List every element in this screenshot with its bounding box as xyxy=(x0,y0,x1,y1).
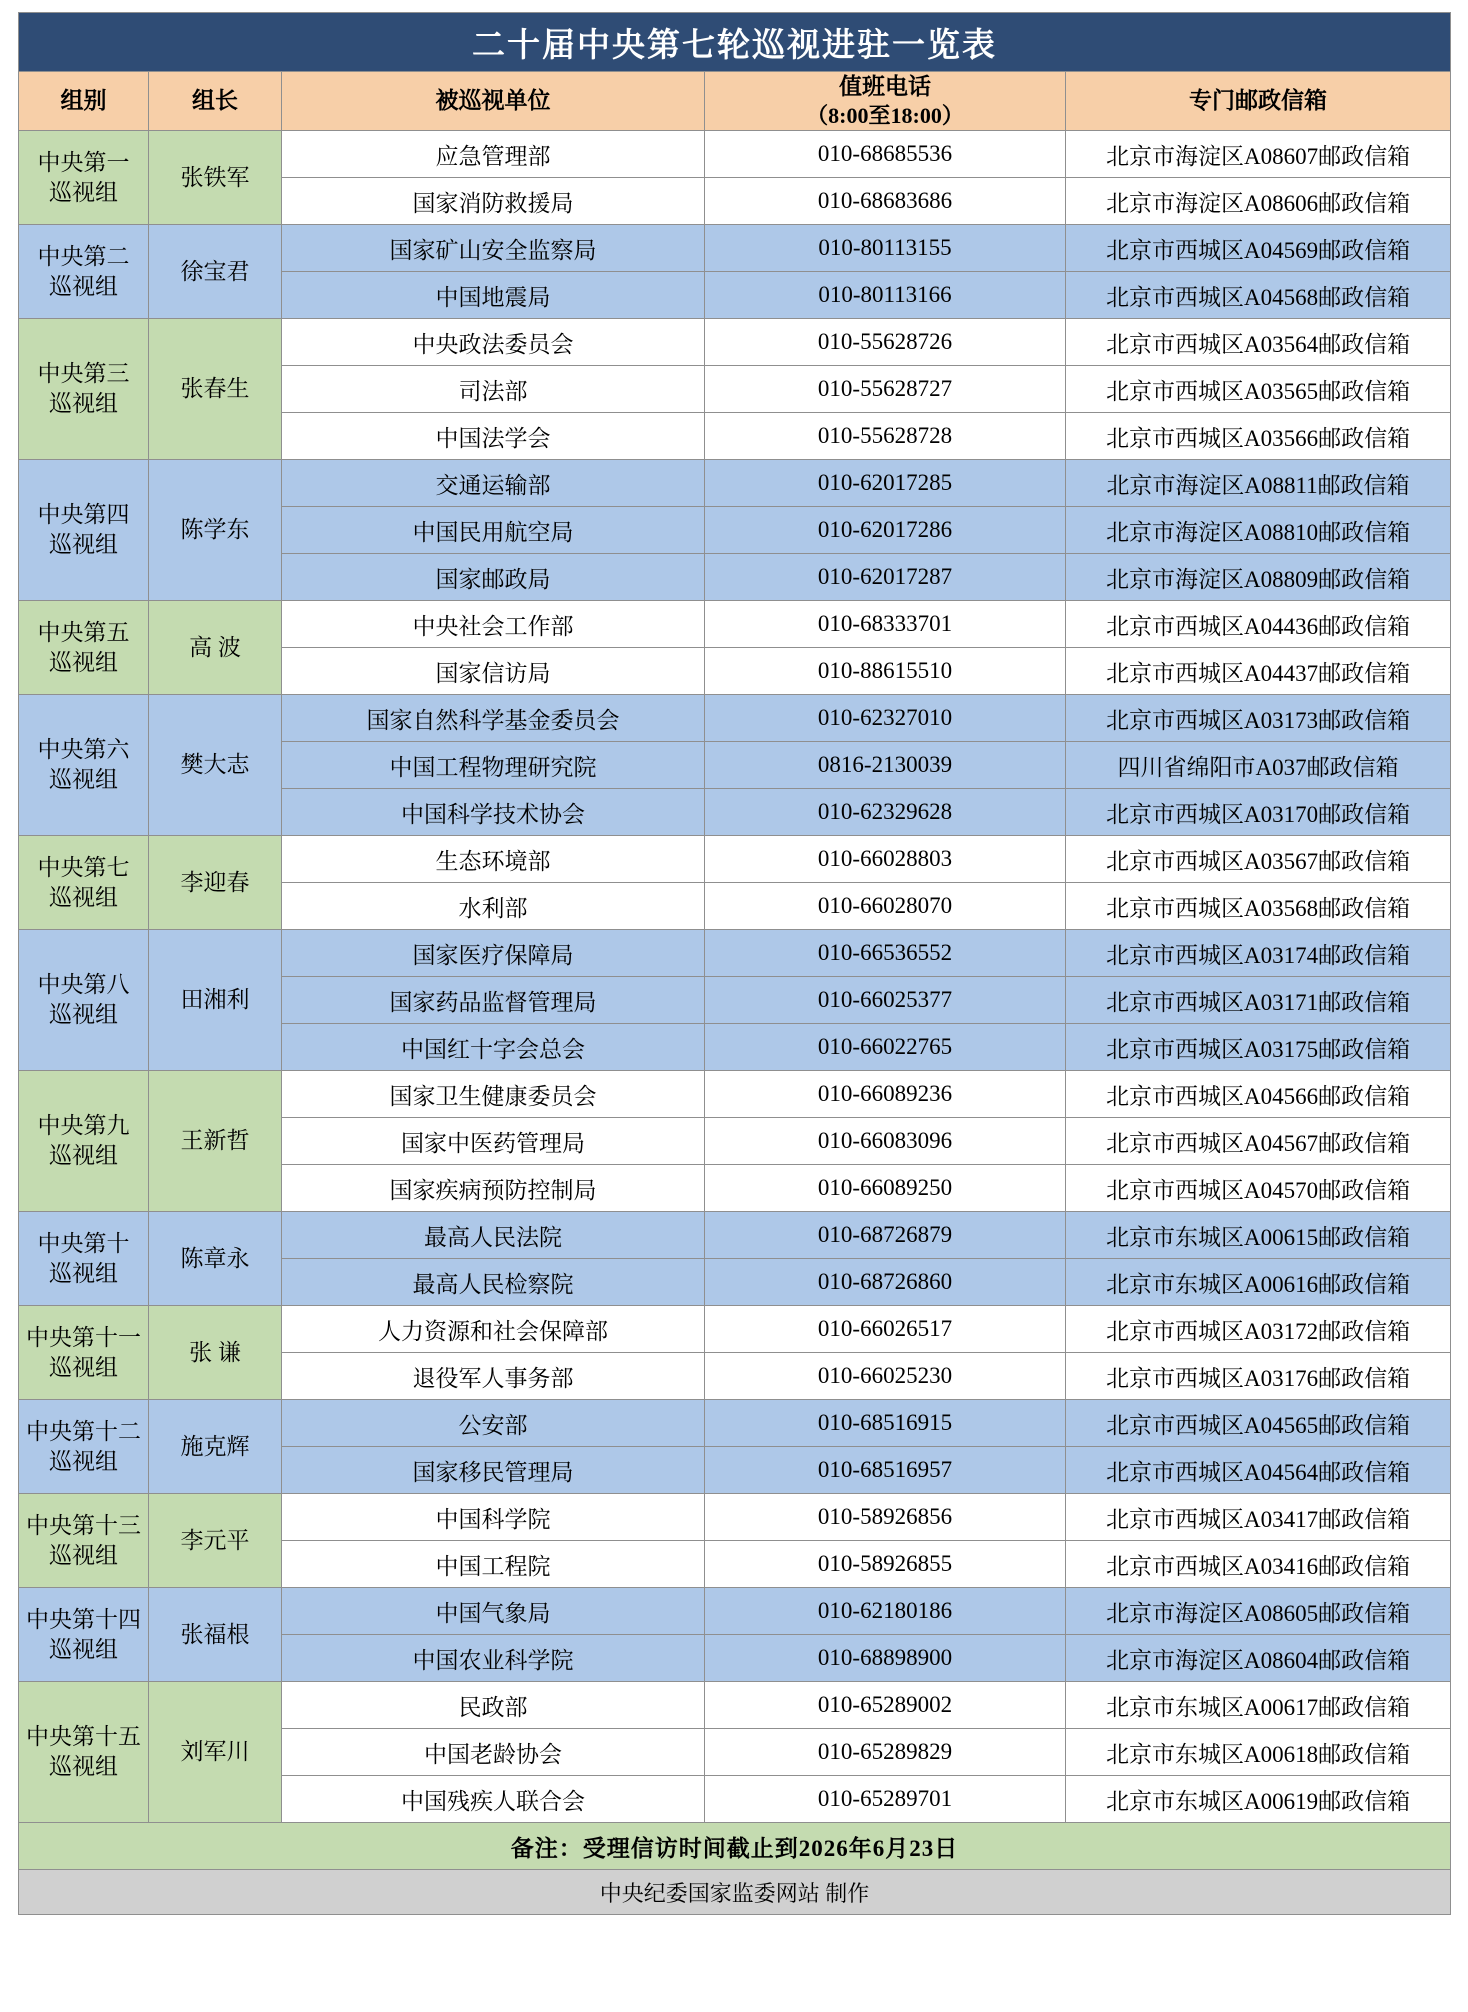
phone-cell: 010-55628726 xyxy=(705,319,1066,366)
mailbox-cell: 北京市西城区A03175邮政信箱 xyxy=(1066,1024,1451,1071)
unit-cell: 中国残疾人联合会 xyxy=(282,1776,705,1823)
mailbox-cell: 北京市海淀区A08810邮政信箱 xyxy=(1066,507,1451,554)
unit-cell: 中央社会工作部 xyxy=(282,601,705,648)
table-body xyxy=(19,13,1451,1915)
group-name-cell: 中央第十二 巡视组 xyxy=(19,1400,149,1494)
unit-cell: 国家邮政局 xyxy=(282,554,705,601)
unit-cell: 中国工程物理研究院 xyxy=(282,742,705,789)
unit-cell: 国家信访局 xyxy=(282,648,705,695)
mailbox-cell: 北京市东城区A00615邮政信箱 xyxy=(1066,1212,1451,1259)
phone-cell: 010-68683686 xyxy=(705,178,1066,225)
mailbox-cell: 北京市西城区A03568邮政信箱 xyxy=(1066,883,1451,930)
unit-cell: 中国法学会 xyxy=(282,413,705,460)
phone-cell: 010-62017287 xyxy=(705,554,1066,601)
mailbox-cell: 北京市西城区A03176邮政信箱 xyxy=(1066,1353,1451,1400)
group-name-cell: 中央第七 巡视组 xyxy=(19,836,149,930)
unit-cell: 国家药品监督管理局 xyxy=(282,977,705,1024)
group-leader-cell: 张铁军 xyxy=(149,131,282,225)
unit-cell: 生态环境部 xyxy=(282,836,705,883)
phone-cell: 010-55628727 xyxy=(705,366,1066,413)
table-row xyxy=(19,1682,1451,1729)
unit-cell: 应急管理部 xyxy=(282,131,705,178)
group-leader-cell: 徐宝君 xyxy=(149,225,282,319)
mailbox-cell: 四川省绵阳市A037邮政信箱 xyxy=(1066,742,1451,789)
phone-cell: 010-66022765 xyxy=(705,1024,1066,1071)
column-header-mailbox: 专门邮政信箱 xyxy=(1066,72,1451,131)
group-name-cell: 中央第二 巡视组 xyxy=(19,225,149,319)
group-name-cell: 中央第三 巡视组 xyxy=(19,319,149,460)
mailbox-cell: 北京市西城区A04568邮政信箱 xyxy=(1066,272,1451,319)
mailbox-cell: 北京市西城区A03170邮政信箱 xyxy=(1066,789,1451,836)
table-row xyxy=(19,319,1451,366)
phone-cell: 010-88615510 xyxy=(705,648,1066,695)
unit-cell: 公安部 xyxy=(282,1400,705,1447)
note-row xyxy=(19,1823,1451,1870)
unit-cell: 水利部 xyxy=(282,883,705,930)
inspection-table xyxy=(18,12,1451,1915)
phone-cell: 010-65289829 xyxy=(705,1729,1066,1776)
group-leader-cell: 田湘利 xyxy=(149,930,282,1071)
phone-cell: 010-66025230 xyxy=(705,1353,1066,1400)
footer-text: 中央纪委国家监委网站 制作 xyxy=(19,1870,1451,1915)
mailbox-cell: 北京市西城区A03566邮政信箱 xyxy=(1066,413,1451,460)
unit-cell: 国家卫生健康委员会 xyxy=(282,1071,705,1118)
unit-cell: 人力资源和社会保障部 xyxy=(282,1306,705,1353)
table-row xyxy=(19,225,1451,272)
group-name-cell: 中央第四 巡视组 xyxy=(19,460,149,601)
mailbox-cell: 北京市西城区A04436邮政信箱 xyxy=(1066,601,1451,648)
header-row xyxy=(19,72,1451,131)
footer-row xyxy=(19,1870,1451,1915)
mailbox-cell: 北京市西城区A03172邮政信箱 xyxy=(1066,1306,1451,1353)
mailbox-cell: 北京市海淀区A08809邮政信箱 xyxy=(1066,554,1451,601)
unit-cell: 中国工程院 xyxy=(282,1541,705,1588)
column-header-phone xyxy=(705,72,1066,131)
group-leader-cell: 张春生 xyxy=(149,319,282,460)
unit-cell: 中国农业科学院 xyxy=(282,1635,705,1682)
mailbox-cell: 北京市西城区A04437邮政信箱 xyxy=(1066,648,1451,695)
note-text: 备注：受理信访时间截止到2026年6月23日 xyxy=(19,1823,1451,1870)
table-row xyxy=(19,601,1451,648)
table-row xyxy=(19,131,1451,178)
unit-cell: 民政部 xyxy=(282,1682,705,1729)
group-leader-cell: 樊大志 xyxy=(149,695,282,836)
phone-cell: 010-55628728 xyxy=(705,413,1066,460)
group-name-cell: 中央第六 巡视组 xyxy=(19,695,149,836)
phone-cell: 010-68516915 xyxy=(705,1400,1066,1447)
phone-cell: 010-66028803 xyxy=(705,836,1066,883)
unit-cell: 最高人民法院 xyxy=(282,1212,705,1259)
mailbox-cell: 北京市西城区A04566邮政信箱 xyxy=(1066,1071,1451,1118)
phone-cell: 010-66089250 xyxy=(705,1165,1066,1212)
mailbox-cell: 北京市西城区A03567邮政信箱 xyxy=(1066,836,1451,883)
table-row xyxy=(19,1588,1451,1635)
mailbox-cell: 北京市东城区A00618邮政信箱 xyxy=(1066,1729,1451,1776)
phone-cell: 0816-2130039 xyxy=(705,742,1066,789)
group-leader-cell: 张 谦 xyxy=(149,1306,282,1400)
unit-cell: 国家疾病预防控制局 xyxy=(282,1165,705,1212)
mailbox-cell: 北京市海淀区A08604邮政信箱 xyxy=(1066,1635,1451,1682)
unit-cell: 国家中医药管理局 xyxy=(282,1118,705,1165)
group-name-cell: 中央第十三 巡视组 xyxy=(19,1494,149,1588)
group-leader-cell: 李迎春 xyxy=(149,836,282,930)
group-leader-cell: 施克辉 xyxy=(149,1400,282,1494)
group-leader-cell: 陈章永 xyxy=(149,1212,282,1306)
table-row xyxy=(19,695,1451,742)
group-leader-cell: 张福根 xyxy=(149,1588,282,1682)
mailbox-cell: 北京市西城区A03171邮政信箱 xyxy=(1066,977,1451,1024)
phone-cell: 010-80113166 xyxy=(705,272,1066,319)
column-header-group: 组别 xyxy=(19,72,149,131)
mailbox-cell: 北京市海淀区A08606邮政信箱 xyxy=(1066,178,1451,225)
group-leader-cell: 王新哲 xyxy=(149,1071,282,1212)
group-name-cell: 中央第九 巡视组 xyxy=(19,1071,149,1212)
unit-cell: 中国民用航空局 xyxy=(282,507,705,554)
mailbox-cell: 北京市西城区A04569邮政信箱 xyxy=(1066,225,1451,272)
unit-cell: 司法部 xyxy=(282,366,705,413)
phone-cell: 010-62327010 xyxy=(705,695,1066,742)
unit-cell: 中央政法委员会 xyxy=(282,319,705,366)
unit-cell: 中国老龄协会 xyxy=(282,1729,705,1776)
table-row xyxy=(19,836,1451,883)
phone-cell: 010-66083096 xyxy=(705,1118,1066,1165)
phone-cell: 010-58926855 xyxy=(705,1541,1066,1588)
mailbox-cell: 北京市西城区A03564邮政信箱 xyxy=(1066,319,1451,366)
table-row xyxy=(19,1212,1451,1259)
mailbox-cell: 北京市西城区A04565邮政信箱 xyxy=(1066,1400,1451,1447)
group-leader-cell: 李元平 xyxy=(149,1494,282,1588)
phone-cell: 010-68685536 xyxy=(705,131,1066,178)
phone-cell: 010-68516957 xyxy=(705,1447,1066,1494)
group-name-cell: 中央第十 巡视组 xyxy=(19,1212,149,1306)
unit-cell: 国家矿山安全监察局 xyxy=(282,225,705,272)
phone-cell: 010-66025377 xyxy=(705,977,1066,1024)
unit-cell: 中国气象局 xyxy=(282,1588,705,1635)
group-name-cell: 中央第一 巡视组 xyxy=(19,131,149,225)
unit-cell: 中国科学院 xyxy=(282,1494,705,1541)
mailbox-cell: 北京市海淀区A08811邮政信箱 xyxy=(1066,460,1451,507)
mailbox-cell: 北京市西城区A03174邮政信箱 xyxy=(1066,930,1451,977)
unit-cell: 交通运输部 xyxy=(282,460,705,507)
unit-cell: 退役军人事务部 xyxy=(282,1353,705,1400)
table-row xyxy=(19,930,1451,977)
mailbox-cell: 北京市东城区A00619邮政信箱 xyxy=(1066,1776,1451,1823)
phone-cell: 010-62017285 xyxy=(705,460,1066,507)
unit-cell: 国家医疗保障局 xyxy=(282,930,705,977)
group-name-cell: 中央第十四 巡视组 xyxy=(19,1588,149,1682)
phone-cell: 010-80113155 xyxy=(705,225,1066,272)
column-header-unit: 被巡视单位 xyxy=(282,72,705,131)
phone-cell: 010-68726879 xyxy=(705,1212,1066,1259)
unit-cell: 中国红十字会总会 xyxy=(282,1024,705,1071)
column-header-phone-sub: （8:00至18:00） xyxy=(806,102,964,128)
group-leader-cell: 高 波 xyxy=(149,601,282,695)
mailbox-cell: 北京市西城区A03416邮政信箱 xyxy=(1066,1541,1451,1588)
phone-cell: 010-68898900 xyxy=(705,1635,1066,1682)
phone-cell: 010-66089236 xyxy=(705,1071,1066,1118)
phone-cell: 010-62017286 xyxy=(705,507,1066,554)
phone-cell: 010-66536552 xyxy=(705,930,1066,977)
group-name-cell: 中央第十五 巡视组 xyxy=(19,1682,149,1823)
mailbox-cell: 北京市西城区A04570邮政信箱 xyxy=(1066,1165,1451,1212)
unit-cell: 国家移民管理局 xyxy=(282,1447,705,1494)
table-row xyxy=(19,1494,1451,1541)
page-title: 二十届中央第七轮巡视进驻一览表 xyxy=(19,13,1451,72)
unit-cell: 国家消防救援局 xyxy=(282,178,705,225)
phone-cell: 010-66028070 xyxy=(705,883,1066,930)
phone-cell: 010-68333701 xyxy=(705,601,1066,648)
group-name-cell: 中央第五 巡视组 xyxy=(19,601,149,695)
phone-cell: 010-62329628 xyxy=(705,789,1066,836)
column-header-phone-main: 值班电话 xyxy=(839,73,931,99)
mailbox-cell: 北京市东城区A00617邮政信箱 xyxy=(1066,1682,1451,1729)
table-row xyxy=(19,1400,1451,1447)
table-row xyxy=(19,460,1451,507)
mailbox-cell: 北京市西城区A03173邮政信箱 xyxy=(1066,695,1451,742)
unit-cell: 最高人民检察院 xyxy=(282,1259,705,1306)
phone-cell: 010-65289002 xyxy=(705,1682,1066,1729)
group-leader-cell: 刘军川 xyxy=(149,1682,282,1823)
table-row xyxy=(19,1306,1451,1353)
mailbox-cell: 北京市海淀区A08605邮政信箱 xyxy=(1066,1588,1451,1635)
mailbox-cell: 北京市海淀区A08607邮政信箱 xyxy=(1066,131,1451,178)
unit-cell: 中国科学技术协会 xyxy=(282,789,705,836)
title-row xyxy=(19,13,1451,72)
unit-cell: 中国地震局 xyxy=(282,272,705,319)
mailbox-cell: 北京市西城区A03565邮政信箱 xyxy=(1066,366,1451,413)
phone-cell: 010-66026517 xyxy=(705,1306,1066,1353)
unit-cell: 国家自然科学基金委员会 xyxy=(282,695,705,742)
mailbox-cell: 北京市西城区A03417邮政信箱 xyxy=(1066,1494,1451,1541)
mailbox-cell: 北京市东城区A00616邮政信箱 xyxy=(1066,1259,1451,1306)
group-leader-cell: 陈学东 xyxy=(149,460,282,601)
phone-cell: 010-58926856 xyxy=(705,1494,1066,1541)
table-row xyxy=(19,1071,1451,1118)
phone-cell: 010-65289701 xyxy=(705,1776,1066,1823)
group-name-cell: 中央第八 巡视组 xyxy=(19,930,149,1071)
column-header-leader: 组长 xyxy=(149,72,282,131)
phone-cell: 010-68726860 xyxy=(705,1259,1066,1306)
group-name-cell: 中央第十一 巡视组 xyxy=(19,1306,149,1400)
mailbox-cell: 北京市西城区A04564邮政信箱 xyxy=(1066,1447,1451,1494)
phone-cell: 010-62180186 xyxy=(705,1588,1066,1635)
mailbox-cell: 北京市西城区A04567邮政信箱 xyxy=(1066,1118,1451,1165)
